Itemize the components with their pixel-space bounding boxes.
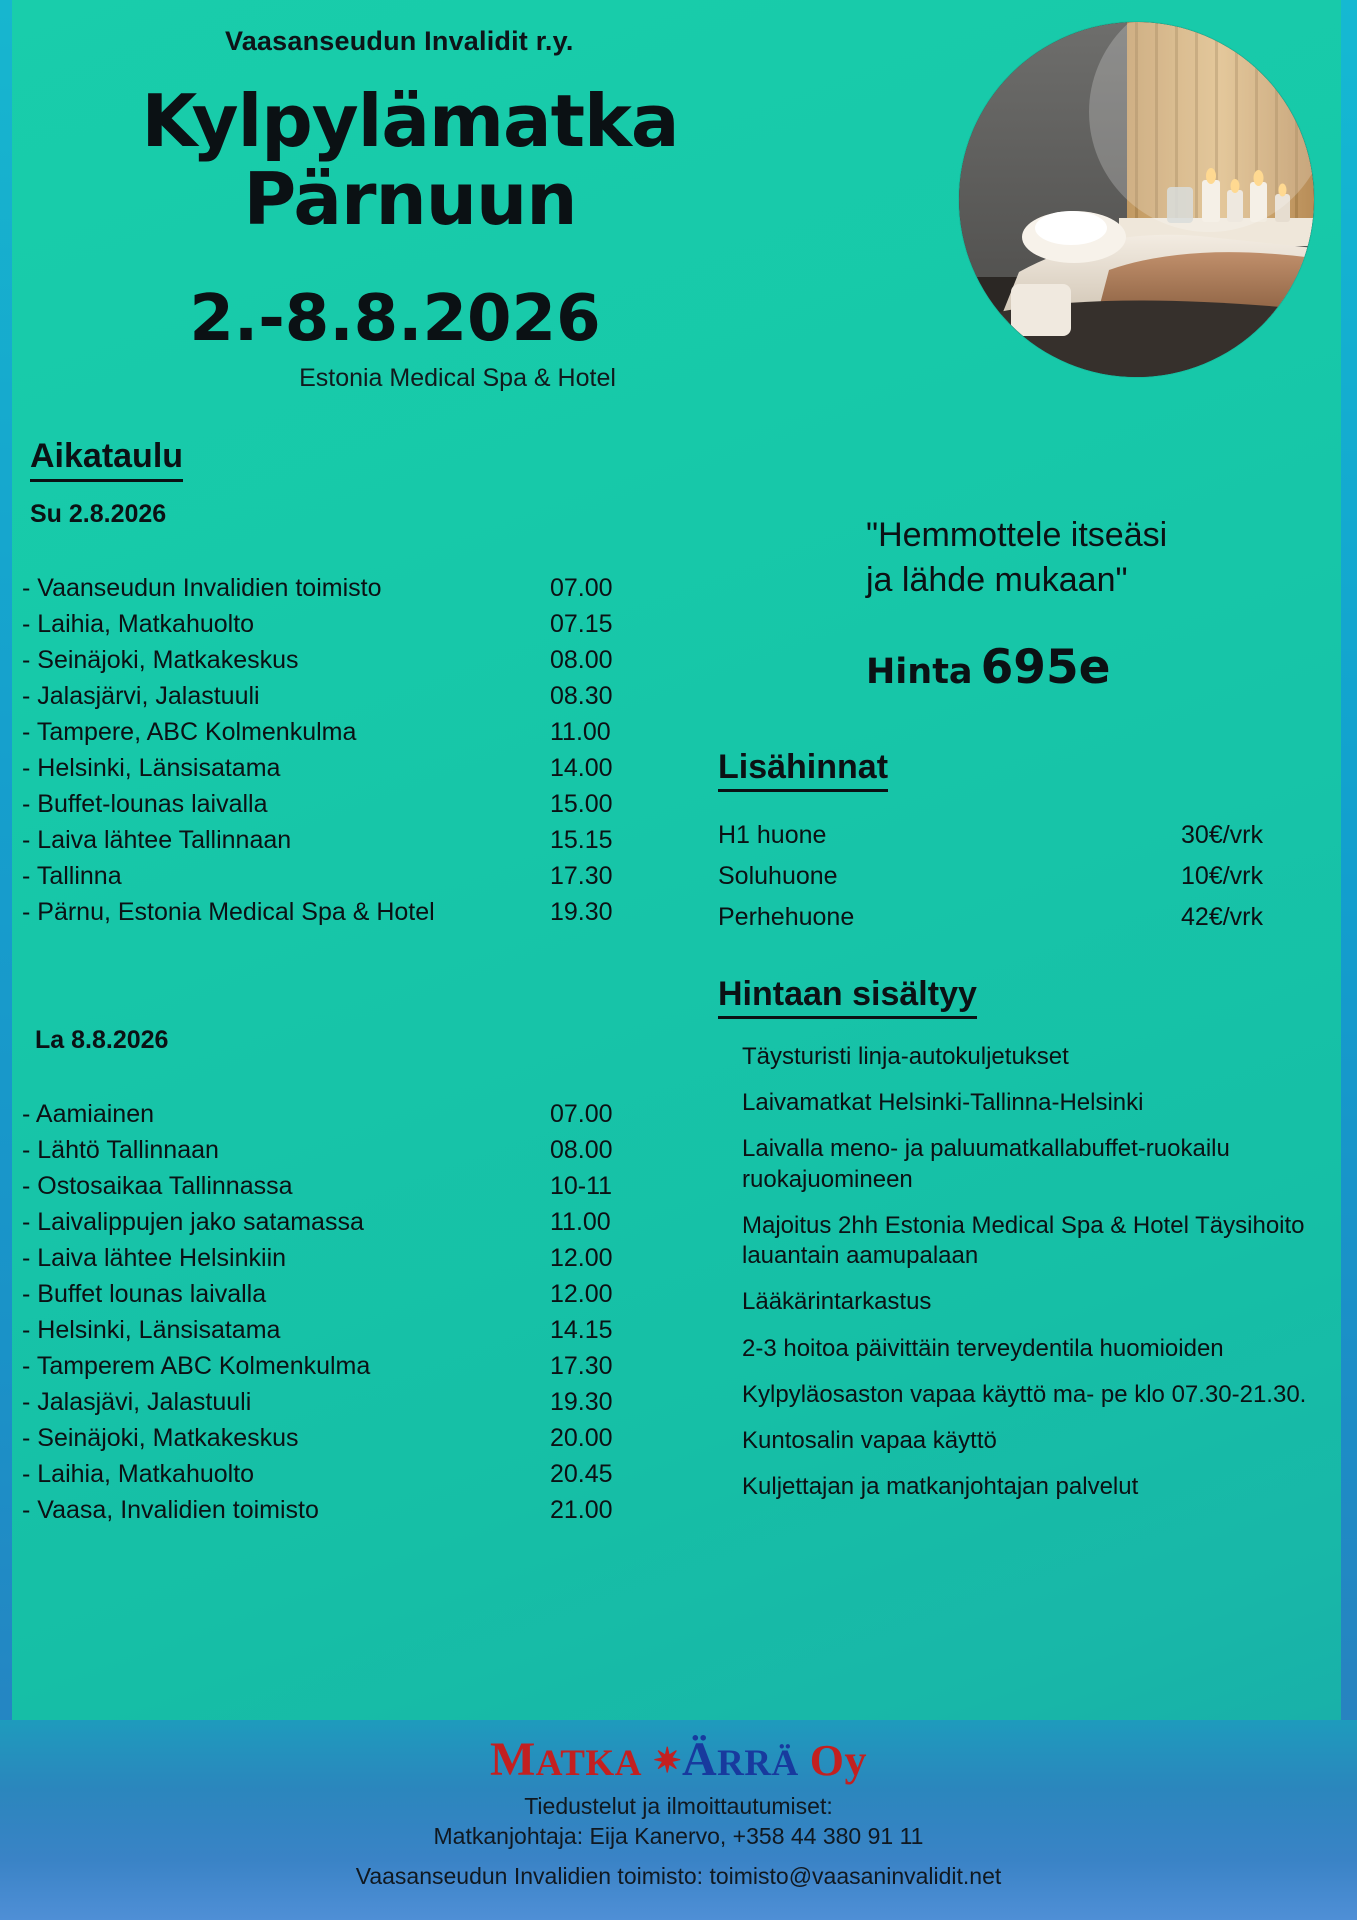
schedule-row xyxy=(22,1204,652,1240)
schedule-time: 14.00 xyxy=(550,754,613,782)
schedule-time: 07.15 xyxy=(550,610,613,638)
schedule-time: 12.00 xyxy=(550,1244,613,1272)
extras-price: 10€/vrk xyxy=(1181,862,1263,890)
extras-name: Soluhuone xyxy=(718,862,838,890)
footer-guide-contact: Matkanjohtaja: Eija Kanervo, +358 44 380 91 11 xyxy=(433,1823,924,1850)
schedule-time: 07.00 xyxy=(550,574,613,602)
schedule-row xyxy=(22,1420,652,1456)
schedule-time: 11.00 xyxy=(550,718,611,746)
schedule-day2-list xyxy=(22,1096,652,1528)
included-list xyxy=(742,1042,1332,1519)
schedule-place: - Lähtö Tallinnaan xyxy=(22,1136,219,1164)
schedule-row xyxy=(22,678,652,714)
price-block xyxy=(866,640,1111,695)
schedule-place: - Laiva lähtee Tallinnaan xyxy=(22,826,292,854)
schedule-place: - Ostosaikaa Tallinnassa xyxy=(22,1172,293,1200)
price-label: Hinta xyxy=(866,652,973,692)
extras-row xyxy=(718,897,1263,938)
promo-quote-line1: "Hemmottele itseäsi xyxy=(866,516,1168,554)
schedule-time: 08.00 xyxy=(550,646,613,674)
schedule-place: - Jalasjärvi, Jalastuuli xyxy=(22,682,260,710)
schedule-time: 20.00 xyxy=(550,1424,613,1452)
included-item: Kylpyläosaston vapaa käyttö ma- pe klo 07.30-21.30. xyxy=(742,1380,1307,1408)
schedule-place: - Buffet lounas laivalla xyxy=(22,1280,267,1308)
schedule-day1-label: Su 2.8.2026 xyxy=(30,500,167,528)
schedule-row xyxy=(22,1456,652,1492)
schedule-row xyxy=(22,642,652,678)
extras-row xyxy=(718,815,1263,856)
schedule-place: - Helsinki, Länsisatama xyxy=(22,754,281,782)
schedule-time: 08.30 xyxy=(550,682,613,710)
logo-rra: RRÄ xyxy=(717,1742,799,1784)
schedule-place: - Tamperem ABC Kolmenkulma xyxy=(22,1352,371,1380)
schedule-place: - Pärnu, Estonia Medical Spa & Hotel xyxy=(22,898,435,926)
venue-name: Estonia Medical Spa & Hotel xyxy=(299,364,616,392)
schedule-place: - Seinäjoki, Matkakeskus xyxy=(22,1424,299,1452)
association-name: Vaasanseudun Invalidit r.y. xyxy=(225,26,574,56)
schedule-row xyxy=(22,1168,652,1204)
schedule-place: - Tampere, ABC Kolmenkulma xyxy=(22,718,357,746)
included-item: Majoitus 2hh Estonia Medical Spa & Hotel Täysihoito lauantain aamupalaan xyxy=(742,1211,1305,1270)
page-title xyxy=(0,79,820,241)
included-item: Kuljettajan ja matkanjohtajan palvelut xyxy=(742,1473,1139,1501)
schedule-row xyxy=(22,822,652,858)
included-item: Kuntosalin vapaa käyttö xyxy=(742,1427,997,1455)
schedule-row xyxy=(22,1384,652,1420)
schedule-row xyxy=(22,894,652,930)
title-line-1: Kylpylämatka xyxy=(141,79,679,163)
schedule-row xyxy=(22,1348,652,1384)
schedule-time: 21.00 xyxy=(550,1496,613,1524)
extras-list xyxy=(718,815,1263,938)
schedule-row xyxy=(22,714,652,750)
schedule-heading: Aikataulu xyxy=(30,437,183,482)
schedule-place: - Laivalippujen jako satamassa xyxy=(22,1208,364,1236)
extras-price: 42€/vrk xyxy=(1181,903,1263,931)
schedule-time: 17.30 xyxy=(550,1352,613,1380)
schedule-row xyxy=(22,750,652,786)
schedule-place: - Buffet-lounas laivalla xyxy=(22,790,268,818)
extras-heading: Lisähinnat xyxy=(718,748,888,792)
schedule-place: - Jalasjävi, Jalastuuli xyxy=(22,1388,252,1416)
schedule-row xyxy=(22,1276,652,1312)
promo-quote xyxy=(866,513,1336,603)
schedule-place: - Tallinna xyxy=(22,862,122,890)
schedule-place: - Laiva lähtee Helsinkiin xyxy=(22,1244,287,1272)
schedule-place: - Laihia, Matkahuolto xyxy=(22,1460,255,1488)
schedule-time: 20.45 xyxy=(550,1460,613,1488)
trip-dates: 2.-8.8.2026 xyxy=(189,282,601,356)
footer-content xyxy=(0,1732,1357,1892)
schedule-row xyxy=(22,786,652,822)
schedule-row xyxy=(22,1312,652,1348)
schedule-time: 11.00 xyxy=(550,1208,611,1236)
schedule-time: 07.00 xyxy=(550,1100,613,1128)
included-item: Laivamatkat Helsinki-Tallinna-Helsinki xyxy=(742,1089,1144,1117)
footer-office-email: Vaasanseudun Invalidien toimisto: toimisto@vaasaninvalidit.net xyxy=(355,1863,1002,1890)
included-heading: Hintaan sisältyy xyxy=(718,975,977,1019)
spa-photo-illustration xyxy=(959,22,1314,377)
extras-name: H1 huone xyxy=(718,821,827,849)
company-logo xyxy=(0,1732,1357,1787)
schedule-row xyxy=(22,1240,652,1276)
price-value: 695e xyxy=(980,640,1111,695)
schedule-time: 10-11 xyxy=(550,1172,613,1200)
schedule-place: - Vaanseudun Invalidien toimisto xyxy=(22,574,382,602)
schedule-row xyxy=(22,570,652,606)
included-item: Täysturisti linja-autokuljetukset xyxy=(742,1043,1069,1070)
schedule-time: 15.15 xyxy=(550,826,613,854)
schedule-row xyxy=(22,1492,652,1528)
schedule-time: 19.30 xyxy=(550,898,613,926)
star-icon: ✷ xyxy=(652,1742,682,1780)
extras-price: 30€/vrk xyxy=(1181,821,1263,849)
included-item: 2-3 hoitoa päivittäin terveydentila huomioiden xyxy=(742,1334,1224,1362)
logo-m: M xyxy=(489,1732,536,1786)
schedule-row xyxy=(22,1096,652,1132)
included-item: Laivalla meno- ja paluumatkallabuffet-ruokailu ruokajuomineen xyxy=(742,1135,1230,1193)
footer-enquiries: Tiedustelut ja ilmoittautumiset: xyxy=(524,1792,833,1819)
schedule-place: - Seinäjoki, Matkakeskus xyxy=(22,646,299,674)
schedule-place: - Helsinki, Länsisatama xyxy=(22,1316,281,1344)
schedule-row xyxy=(22,606,652,642)
right-edge-stripe xyxy=(1341,0,1357,1920)
logo-oy: Oy xyxy=(809,1735,868,1785)
schedule-time: 19.30 xyxy=(550,1388,613,1416)
promo-quote-line2: ja lähde mukaan" xyxy=(866,560,1128,599)
included-item: Lääkärintarkastus xyxy=(742,1288,932,1316)
schedule-row xyxy=(22,1132,652,1168)
schedule-place: - Vaasa, Invalidien toimisto xyxy=(22,1496,319,1524)
schedule-row xyxy=(22,858,652,894)
logo-a: Ä xyxy=(681,1732,718,1786)
schedule-time: 08.00 xyxy=(550,1136,613,1164)
schedule-place: - Laihia, Matkahuolto xyxy=(22,610,255,638)
title-line-2: Pärnuun xyxy=(243,157,577,241)
schedule-time: 12.00 xyxy=(550,1280,613,1308)
extras-row xyxy=(718,856,1263,897)
schedule-time: 14.15 xyxy=(550,1316,613,1344)
schedule-time: 17.30 xyxy=(550,862,613,890)
logo-atka: ATKA xyxy=(535,1742,642,1784)
spa-photo xyxy=(959,22,1314,377)
schedule-day2-label: La 8.8.2026 xyxy=(35,1026,169,1054)
extras-name: Perhehuone xyxy=(718,903,855,931)
schedule-place: - Aamiainen xyxy=(22,1100,155,1128)
schedule-day1-list xyxy=(22,570,652,930)
schedule-time: 15.00 xyxy=(550,790,613,818)
